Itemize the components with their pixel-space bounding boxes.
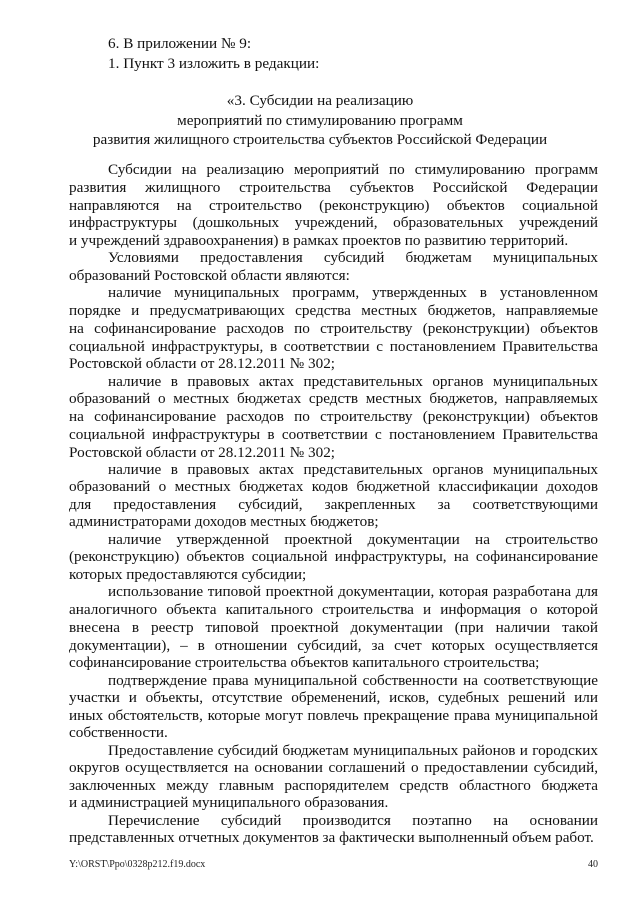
- paragraph-line: социальной инфраструктуры, в соответствии с постановлением Правительства: [69, 337, 598, 355]
- paragraph-line: представленных отчетных документов за фактически выполненный объем работ.: [69, 829, 594, 846]
- paragraph-line: Субсидии на реализацию мероприятий по стимулированию программ: [108, 161, 598, 178]
- paragraph-line: заключенных между главным распорядителем средств областного бюджета: [69, 776, 598, 794]
- paragraph-line: образований Ростовской области являются:: [69, 266, 350, 284]
- paragraph-line: наличие в правовых актах представительных органов муниципальных: [108, 372, 598, 390]
- footer-file-path: Y:\ORST\Ppo\0328p212.f19.docx: [69, 859, 206, 870]
- paragraph-line: софинансирование строительства объектов капитального строительства;: [69, 654, 540, 672]
- paragraph-line: администраторами доходов местных бюджетов;: [69, 513, 379, 531]
- paragraph-line: Условиями предоставления субсидий бюджетам муниципальных: [108, 249, 598, 267]
- paragraph-line: наличие в правовых актах представительных органов муниципальных: [108, 461, 598, 478]
- intro-line: 6. В приложении № 9:: [108, 35, 252, 52]
- footer-page-number: 40: [588, 859, 598, 870]
- paragraph-line: направляются на строительство (реконструкцию) объектов социальной: [69, 196, 598, 214]
- paragraph-line: наличие муниципальных программ, утвержденных в установленном: [108, 284, 598, 302]
- intro-line: 1. Пункт 3 изложить в редакции:: [108, 55, 320, 72]
- paragraph-line: которых предоставляются субсидии;: [69, 565, 307, 583]
- paragraph-line: Перечисление субсидий производится поэтапно на основании: [108, 811, 598, 829]
- paragraph-line: аналогичного объекта капитального строительства и информация о которой: [69, 600, 598, 618]
- paragraph-line: и администрацией муниципального образования.: [69, 794, 389, 811]
- paragraph-line: на софинансирование расходов по строительству (реконструкции) объектов: [69, 320, 598, 338]
- paragraph-line: округов осуществляется на основании соглашений о предоставлении субсидий,: [69, 759, 598, 777]
- section-heading: «3. Субсидии на реализацию: [226, 92, 414, 109]
- paragraph-line: на софинансирование расходов по строительству (реконструкции) объектов: [69, 407, 598, 425]
- paragraph-line: наличие утвержденной проектной документации на строительство: [108, 530, 598, 548]
- paragraph-line: иных обстоятельств, которые могут повлечь прекращение права муниципальной: [69, 706, 598, 724]
- paragraph-line: внесена в реестр типовой проектной документации (при наличии такой: [69, 619, 598, 637]
- paragraph-line: образований о местных бюджетах средств местных бюджетов, направляемых: [69, 390, 598, 408]
- paragraph-line: Ростовской области от 28.12.2011 № 302;: [69, 443, 336, 461]
- paragraph-line: документации), – в отношении субсидий, за счет которых осуществляется: [69, 636, 598, 654]
- paragraph-line: (реконструкцию) объектов социальной инфраструктуры, на софинансирование: [69, 548, 598, 566]
- section-heading: мероприятий по стимулированию программ: [177, 112, 463, 129]
- paragraph-line: Предоставление субсидий бюджетам муниципальных районов и городских: [108, 741, 598, 759]
- paragraph-line: инфраструктуры (дошкольных учреждений, образовательных учреждений: [69, 214, 598, 232]
- section-heading: развития жилищного строительства субъектов Российской Федерации: [92, 131, 548, 148]
- paragraph-line: социальной инфраструктуры в соответствии с постановлением Правительства: [69, 426, 598, 443]
- paragraph-line: Ростовской области от 28.12.2011 № 302;: [69, 355, 336, 373]
- paragraph-line: участки и объекты, отсутствие обременений, исков, судебных решений или: [69, 689, 598, 707]
- paragraph-line: собственности.: [69, 724, 168, 742]
- paragraph-line: развития жилищного строительства субъектов Российской Федерации: [69, 179, 598, 197]
- paragraph-line: порядке и предусматривающих средства местных бюджетов, направляемые: [69, 301, 598, 319]
- paragraph-line: образований о местных бюджетах кодов бюджетной классификации доходов: [69, 478, 598, 496]
- paragraph-line: и учреждений здравоохранения) в рамках проектов по развитию территорий.: [69, 231, 569, 249]
- paragraph-line: использование типовой проектной документации, которая разработана для: [108, 583, 598, 601]
- paragraph-line: подтверждение права муниципальной собственности на соответствующие: [108, 671, 598, 689]
- paragraph-line: для предоставления субсидий, закрепленных за соответствующими: [69, 495, 598, 513]
